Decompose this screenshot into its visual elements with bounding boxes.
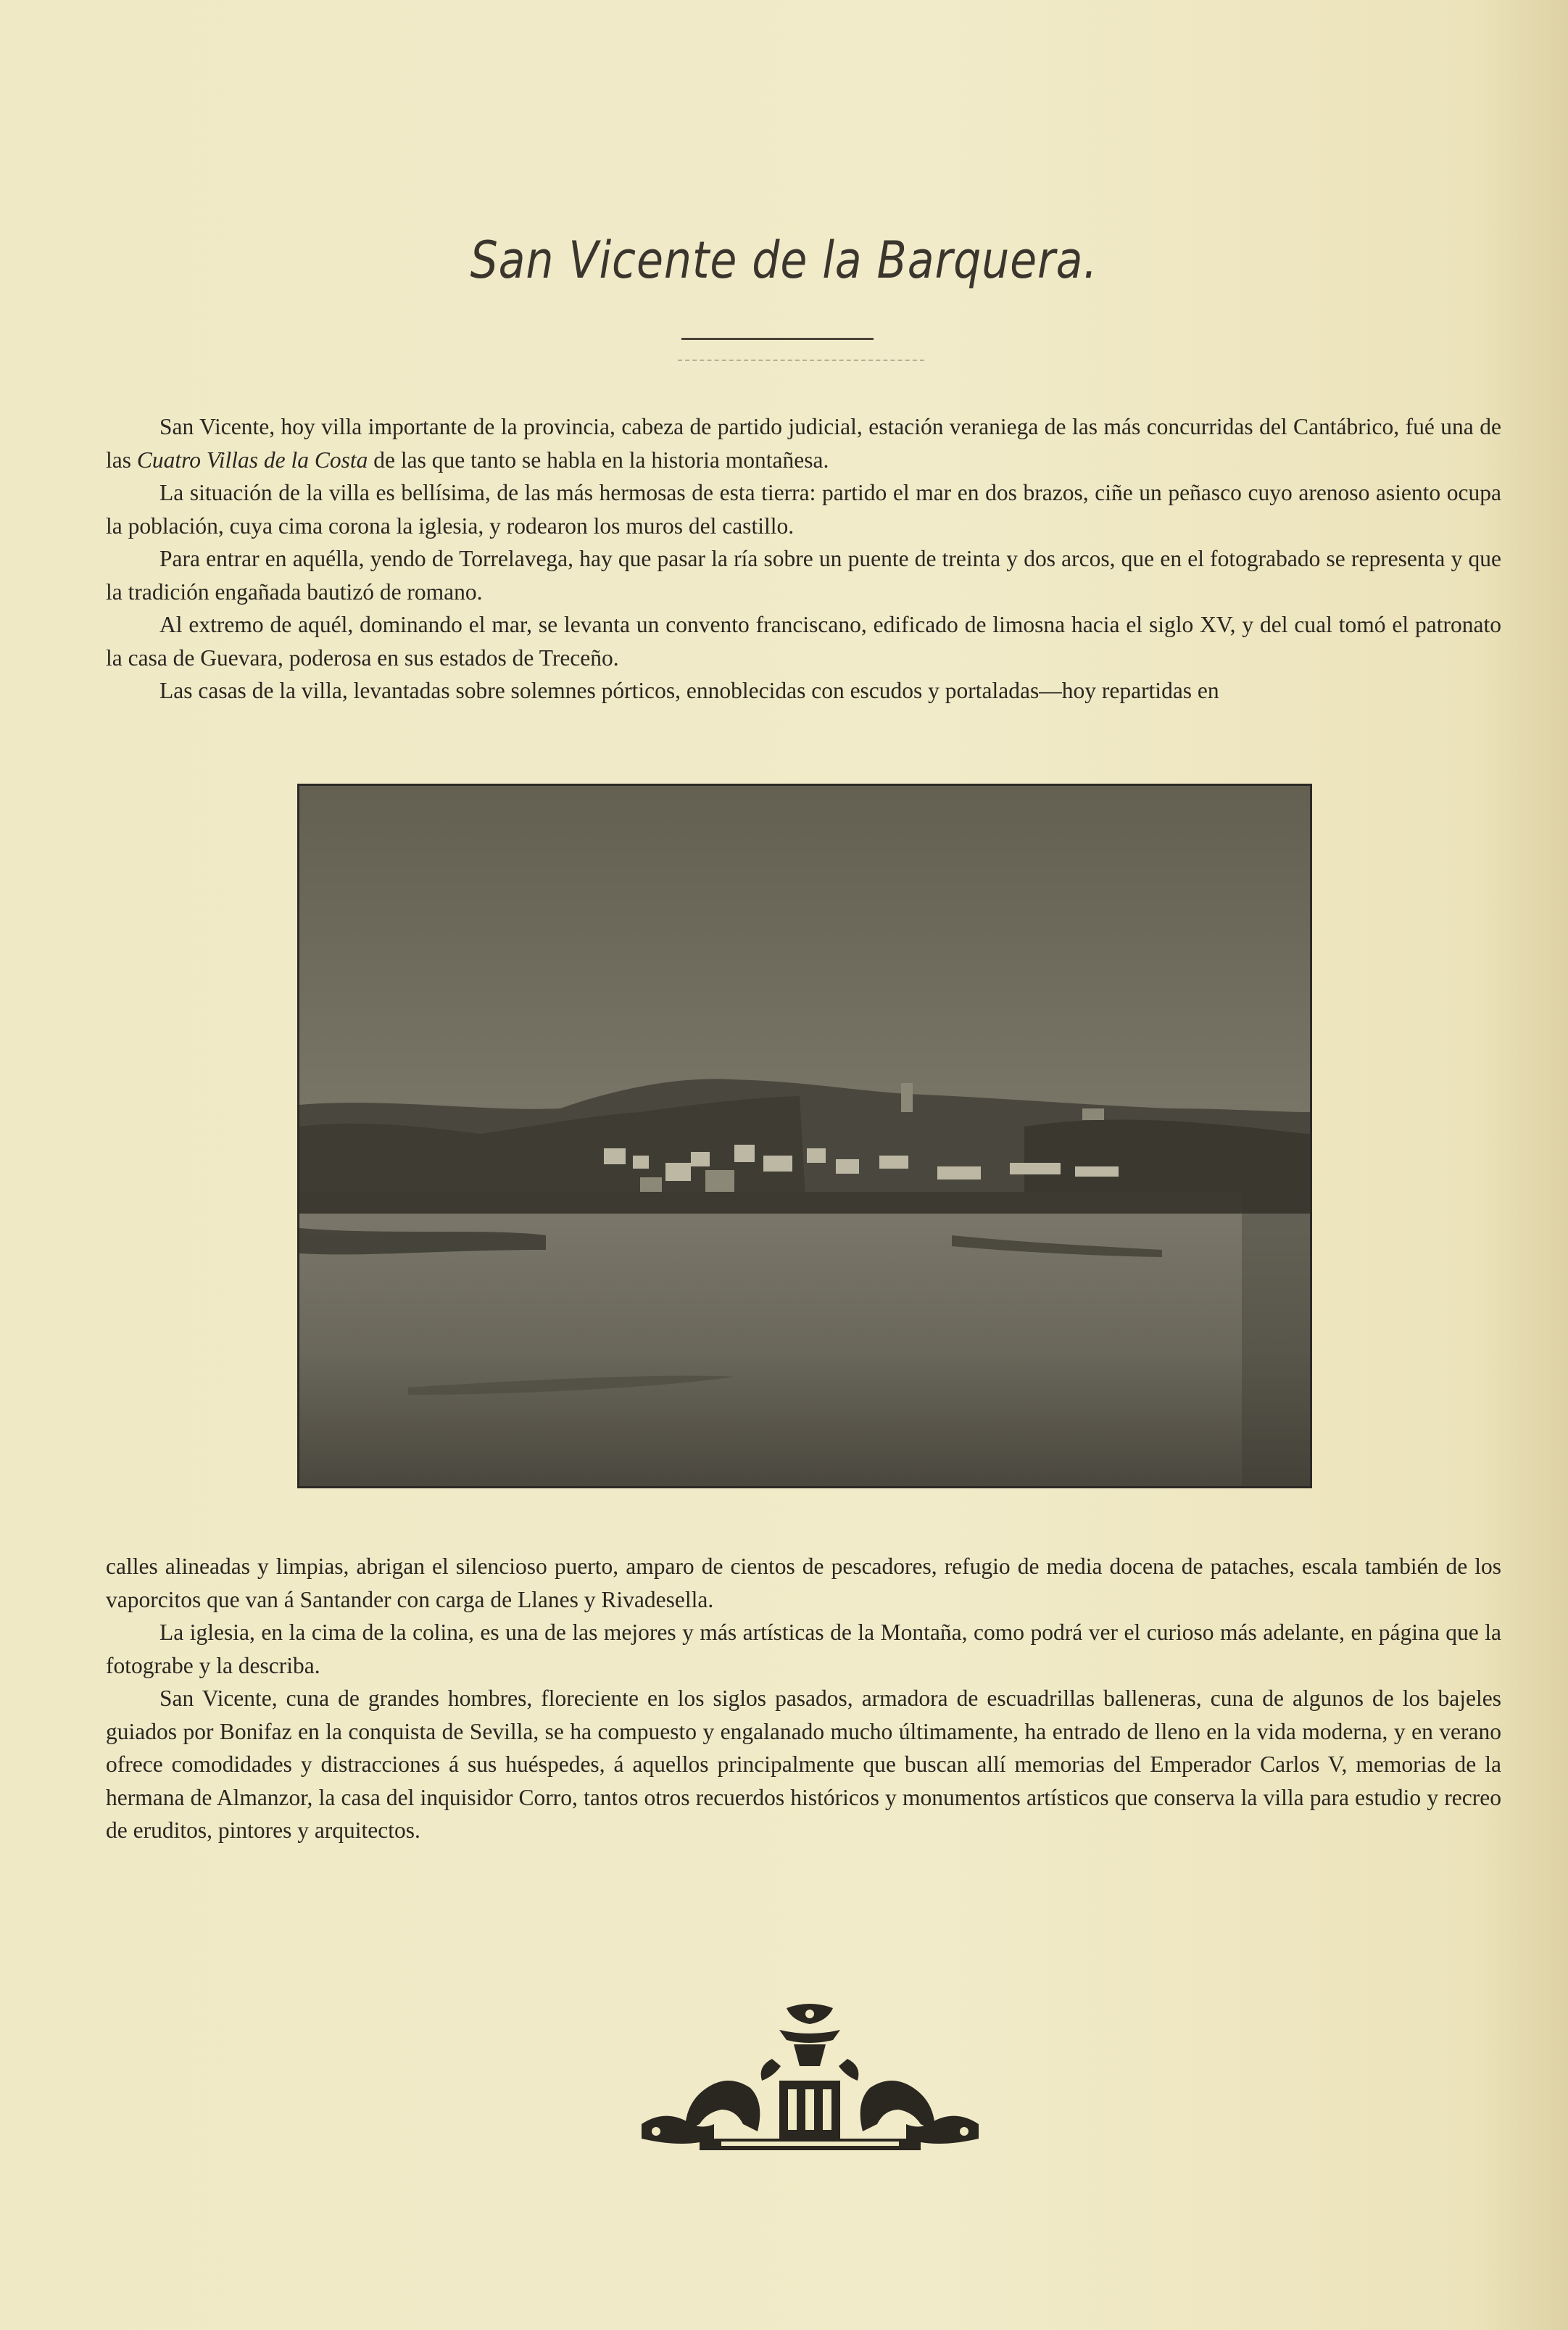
italic-phrase: Cuatro Villas de la Costa — [136, 447, 368, 473]
landscape-photo — [299, 786, 1310, 1486]
paragraph: Al extremo de aquél, dominando el mar, se levanta un convento franciscano, edificado de limosna hacia el siglo XV, y del cual tomó el patronato la casa de Guevara, poderosa en sus estados de Treceño. — [106, 612, 1501, 671]
paragraph: San Vicente, cuna de grandes hombres, floreciente en los siglos pasados, armadora de escuadrillas balleneras, cuna de algunos de los bajeles guiados por Bonifaz en la conquista de Sevilla, se ha compuesto y engalanado mucho últimamente, ha entrado de lleno en la vida moderna, y en verano ofrece comodidades y distracciones á sus huéspedes, á aquellos principalmente que buscan allí memorias del Emperador Carlos V, memorias de la hermana de Almanzor, la casa del inquisidor Corro, tantos otros recuerdos históricos y monumentos artísticos que conserva la villa para estudio y recreo de eruditos, pintores y arquitectos. — [106, 1686, 1501, 1843]
title-rule — [681, 338, 874, 340]
paragraph: San Vicente, hoy villa importante de la provincia, cabeza de partido judicial, estación veraniega de las más concurridas del Cantábrico, fué una de las Cuatro Villas de la Costa de las que tanto se habla en la historia montañesa. — [106, 414, 1501, 473]
paragraph: Para entrar en aquélla, yendo de Torrelavega, hay que pasar la ría sobre un puente de treinta y dos arcos, que en el fotograbado se representa y que la tradición engañada bautizó de romano. — [106, 546, 1501, 605]
decorative-ornament-icon — [634, 2001, 986, 2168]
paragraph: Las casas de la villa, levantadas sobre solemnes pórticos, ennoblecidas con escudos y portaladas—hoy repartidas en — [159, 678, 1219, 703]
title-dashed-rule — [678, 360, 924, 361]
paragraph: La iglesia, en la cima de la colina, es una de las mejores y más artísticas de la Montaña, como podrá ver el curioso más adelante, en página que la fotograbe y la describa. — [106, 1620, 1501, 1678]
photo-engraving — [297, 784, 1312, 1488]
paragraph: calles alineadas y limpias, abrigan el silencioso puerto, amparo de cientos de pescadores, refugio de media docena de pataches, escala también de los vaporcitos que van á Santander con carga de Llanes y Rivadesella. — [106, 1554, 1501, 1612]
paragraph: La situación de la villa es bellísima, de las más hermosas de esta tierra: partido el mar en dos brazos, ciñe un peñasco cuyo arenoso asiento ocupa la población, cuya cima corona la iglesia, y rodearon los muros del castillo. — [106, 480, 1501, 539]
text-block-top — [106, 410, 1501, 708]
page-title: San Vicente de la Barquera. — [470, 231, 1098, 290]
text-block-bottom — [106, 1550, 1501, 1847]
